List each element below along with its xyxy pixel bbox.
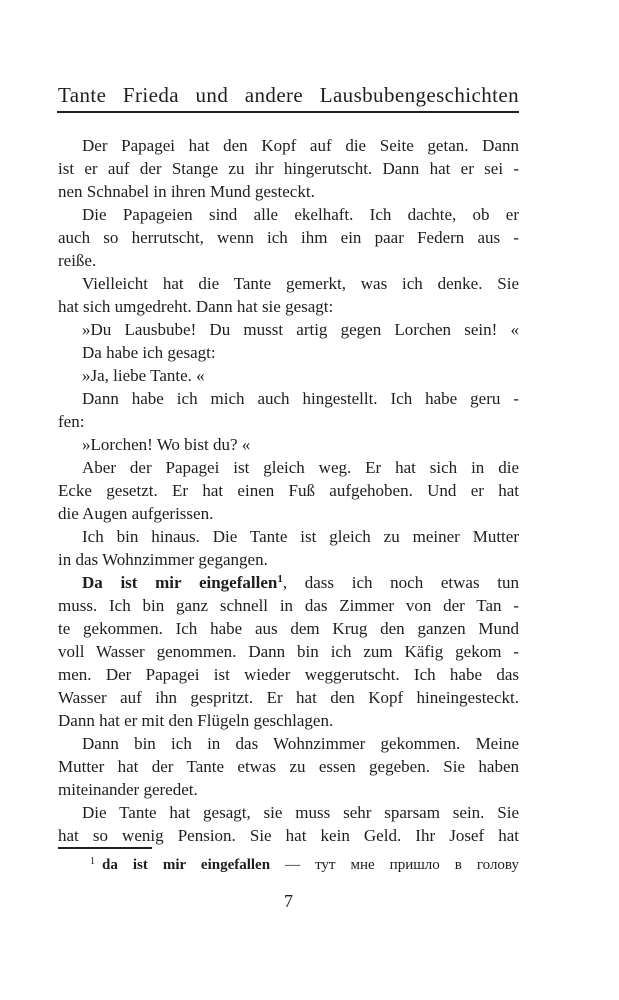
text-segment: Die Papageien sind alle ekelhaft. Ich dachte, ob er [82,205,519,224]
text-line [58,157,519,180]
text-line [58,640,519,663]
text-segment: voll Wasser genommen. Dann bin ich zum Käfig gekom - [58,642,519,661]
footnote-text [102,857,519,873]
text-line [58,364,519,387]
text-segment: Vielleicht hat die Tante gemerkt, was ich denke. Sie [82,274,519,293]
text-line [58,778,519,801]
text-segment: »Ja, liebe Tante. « [82,366,205,385]
text-line [58,433,519,456]
footnote [58,854,519,876]
text-segment: Ich bin hinaus. Die Tante ist gleich zu meiner Mutter [82,527,519,546]
text-segment: hat so wenig Pension. Sie hat kein Geld. Ihr Josef hat [58,826,519,845]
text-segment: — тут мне пришло в голову [270,857,519,873]
text-line [58,295,519,318]
text-line [58,226,519,249]
text-segment: in das Wohnzimmer gegangen. [58,550,268,569]
text-segment: Dann bin ich in das Wohnzimmer gekommen. Meine [82,734,519,753]
text-segment: »Lorchen! Wo bist du? « [82,435,251,454]
page-number: 7 [284,891,293,911]
text-segment: die Augen aufgerissen. [58,504,214,523]
text-line [58,502,519,525]
header-rule [57,111,519,113]
text-line [58,571,519,594]
text-line [58,318,519,341]
text-segment: miteinander geredet. [58,780,198,799]
text-segment: Mutter hat der Tante etwas zu essen gegeben. Sie haben [58,757,519,776]
text-line [58,180,519,203]
text-line [58,134,519,157]
text-line [58,686,519,709]
text-line [58,203,519,226]
text-line [58,479,519,502]
text-line [58,249,519,272]
text-line [58,594,519,617]
running-head-title: Tante Frieda und andere Lausbubengeschichten [58,83,519,107]
text-line [58,824,519,847]
text-segment: Da habe ich gesagt: [82,343,216,362]
text-line [58,801,519,824]
text-segment: auch so herrutscht, wenn ich ihm ein paar Federn aus - [58,228,519,247]
text-segment: , dass ich noch etwas tun [282,573,519,592]
text-segment: da ist mir eingefallen [102,857,271,873]
text-segment: nen Schnabel in ihren Mund gesteckt. [58,182,315,201]
text-segment: Aber der Papagei ist gleich weg. Er hat sich in die [82,458,519,477]
text-segment: fen: [58,412,85,431]
footnote-reference-mark: 1 [277,573,283,585]
text-segment: reiße. [58,251,97,270]
text-line [58,709,519,732]
text-line [58,548,519,571]
text-segment: ist er auf der Stange zu ihr hingerutscht. Dann hat er sei - [58,159,519,178]
text-segment: Da ist mir eingefallen [82,573,278,592]
text-segment: Dann habe ich mich auch hingestellt. Ich habe geru - [82,389,519,408]
text-line [58,456,519,479]
text-line [58,617,519,640]
text-line [58,341,519,364]
text-line [58,732,519,755]
text-segment: hat sich umgedreht. Dann hat sie gesagt: [58,297,334,316]
text-segment: Ecke gesetzt. Er hat einen Fuß aufgehoben. Und er hat [58,481,519,500]
text-segment: »Du Lausbube! Du musst artig gegen Lorchen sein! « [82,320,519,339]
body-text [58,134,519,847]
text-line [58,410,519,433]
text-line [58,387,519,410]
text-segment: te gekommen. Ich habe aus dem Krug den ganzen Mund [58,619,519,638]
text-segment: Der Papagei hat den Kopf auf die Seite getan. Dann [82,136,519,155]
text-line [58,272,519,295]
text-segment: Die Tante hat gesagt, sie muss sehr sparsam sein. Sie [82,803,519,822]
footnote-separator-rule [58,847,152,849]
text-segment: men. Der Papagei ist wieder weggerutscht. Ich habe das [58,665,519,684]
text-line [58,755,519,778]
footnote-marker: 1 [90,856,95,867]
text-line [58,525,519,548]
text-segment: muss. Ich bin ganz schnell in das Zimmer von der Tan - [58,596,519,615]
text-segment: Dann hat er mit den Flügeln geschlagen. [58,711,334,730]
text-segment: Wasser auf ihn gespritzt. Er hat den Kopf hineingesteckt. [58,688,519,707]
text-line [58,663,519,686]
